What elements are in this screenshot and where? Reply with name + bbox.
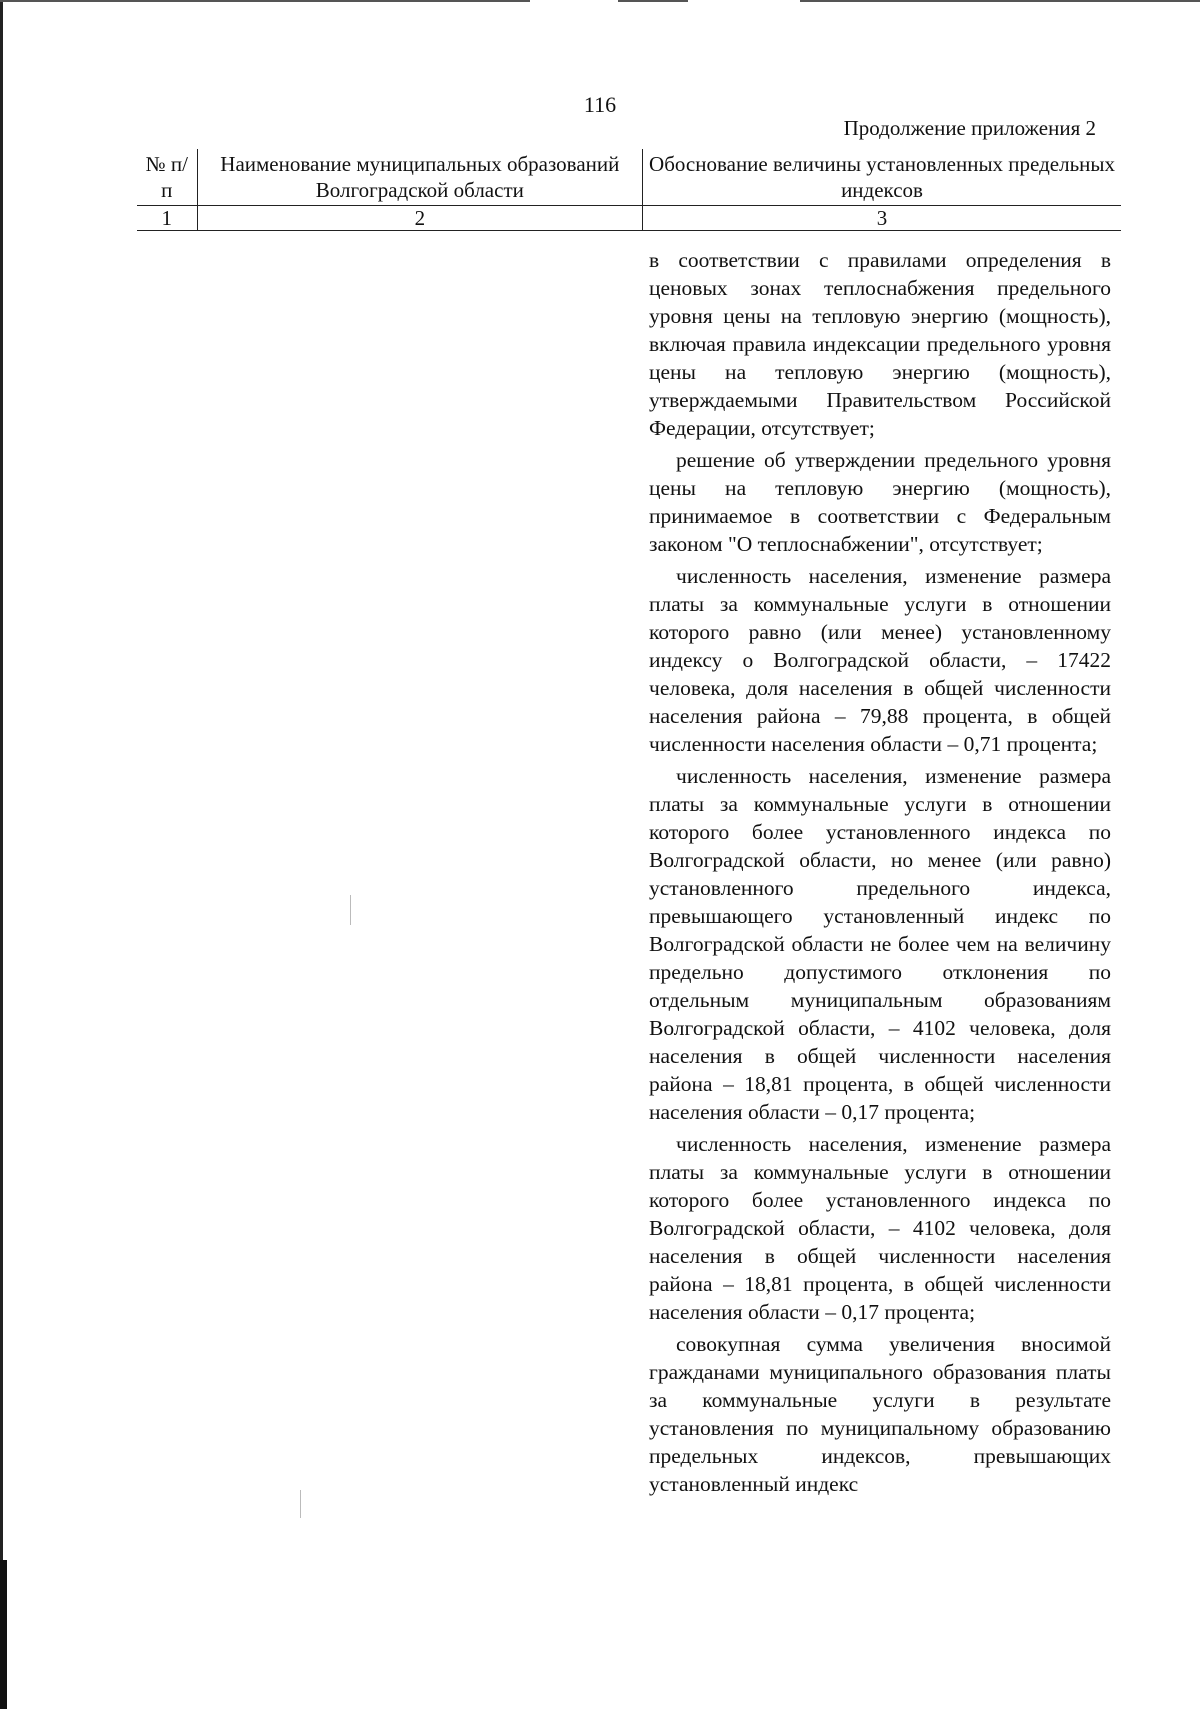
- justification-paragraph: численность населения, изменение размера платы за коммунальные услуги в отношении которого более установленного индекса по Волгоградской области, но менее (или равно) установленного предельного индекса, превышающего установленный индекс по Волгоградской области не более чем на величину предельно допустимого отклонения по отдельным муниципальным образованиям Волгоградской области, – 4102 человека, доля населения в общей численности населения района – 18,81 процента, в общей численности населения области – 0,17 процента;: [649, 764, 1111, 1124]
- page-number: 116: [583, 92, 617, 117]
- column-header-municipality: Наименование муниципальных образований Волгоградской области: [197, 149, 642, 206]
- table-index-row: [137, 206, 1121, 231]
- justification-paragraph: численность населения, изменение размера платы за коммунальные услуги в отношении которого более установленного индекса по Волгоградской области, – 4102 человека, доля населения в общей численности населения района – 18,81 процента, в общей численности населения области – 0,17 процента;: [649, 1132, 1111, 1324]
- justification-paragraph: численность населения, изменение размера платы за коммунальные услуги в отношении которого равно (или менее) установленному индексу о Волгоградской области, – 17422 человека, доля населения в общей численности населения района – 79,88 процента, в общей численности населения области – 0,71 процента;: [649, 564, 1111, 756]
- scan-artifact-line: [618, 0, 688, 2]
- scan-artifact-line: [0, 0, 530, 2]
- scan-speck: [350, 895, 351, 925]
- scan-edge: [0, 0, 3, 1709]
- scan-edge-shadow: [0, 1560, 7, 1709]
- column-header-number: № п/п: [137, 149, 197, 206]
- scan-artifact-line: [800, 0, 1200, 2]
- justification-text: [649, 246, 1111, 1502]
- justification-paragraph: решение об утверждении предельного уровня цены на тепловую энергию (мощность), принимаемое в соответствии с Федеральным законом "О теплоснабжении", отсутствует;: [649, 448, 1111, 556]
- column-index-3: 3: [643, 206, 1121, 231]
- column-header-justification: Обоснование величины установленных предельных индексов: [643, 149, 1121, 206]
- scan-speck: [300, 1490, 301, 1518]
- justification-paragraph: совокупная сумма увеличения вносимой гражданами муниципального образования платы за коммунальные услуги в результате установления по муниципальному образованию предельных индексов, превышающих установленный индекс: [649, 1332, 1111, 1496]
- column-index-1: 1: [137, 206, 197, 231]
- appendix-continuation-note: Продолжение приложения 2: [843, 116, 1096, 140]
- table-header-row: [137, 149, 1121, 206]
- justification-paragraph: в соответствии с правилами определения в ценовых зонах теплоснабжения предельного уровня цены на тепловую энергию (мощность), включая правила индексации предельного уровня цены на тепловую энергию (мощность), утверждаемыми Правительством Российской Федерации, отсутствует;: [649, 248, 1111, 440]
- column-index-2: 2: [197, 206, 642, 231]
- appendix-table-header: [137, 149, 1121, 231]
